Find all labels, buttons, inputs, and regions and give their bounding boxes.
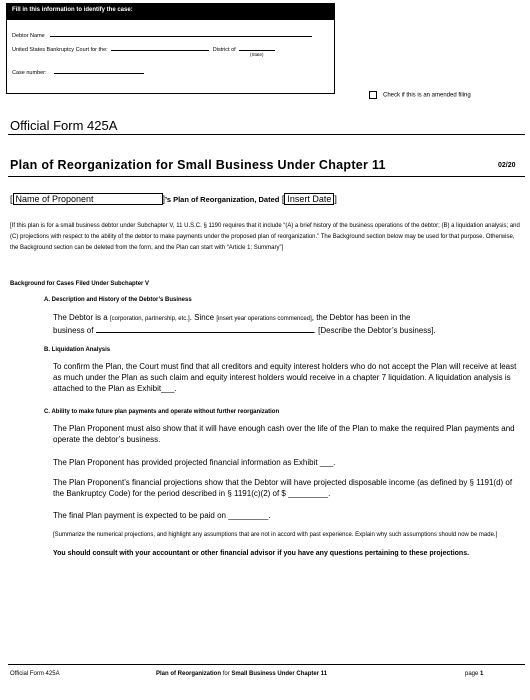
court-row [12, 45, 275, 53]
form-title: Plan of Reorganization for Small Business Under Chapter 11 [10, 158, 386, 172]
debtor-name-row [12, 31, 312, 39]
section-c-para-2: The Plan Proponent has provided projected financial information as Exhibit ___. [53, 458, 336, 467]
case-number-field[interactable] [54, 68, 144, 74]
section-c-para-1: The Plan Proponent must also show that it will have enough cash over the life of the Plan to make the required Plan payments and operate the debtor’s business. [53, 424, 515, 444]
plan-line-text: ’s Plan of Reorganization, Dated [165, 195, 280, 204]
plan-line: [ Name of Proponent ]’s Plan of Reorganization, Dated [ Insert Date ] [10, 194, 337, 204]
business-description-field[interactable] [96, 327, 314, 333]
section-c-para-4: The final Plan payment is expected to be paid on _________. [53, 511, 271, 520]
district-label: District of [212, 47, 236, 53]
amended-checkbox[interactable] [369, 91, 377, 99]
section-c-heading: C. Ability to make future plan payments and operate without further reorganization [44, 409, 280, 415]
intro-text: [If this plan is for a small business debtor under Subchapter V, 11 U.S.C. § 1190 requires that it include “(A) a brief history of the business operations of the debtor; (B) a liquidation analysis; and (C) projections with respect to the ability of the debtor to make payments under the proposed plan of reorganization.” The Background section below may be used for that purpose. Otherwise, the Background section can be deleted from the form, and the Plan can start with “Article 1: Summary”] [10, 223, 520, 251]
case-info-box [6, 3, 335, 94]
court-field[interactable] [111, 45, 209, 51]
date-field[interactable]: Insert Date [284, 193, 334, 205]
section-c-para-3: The Plan Proponent’s financial projections show that the Debtor will have projected disposable income (as defined by § 1191(d) of the Bankruptcy Code) for the period described in § 1191(c)(2) of $ _________. [53, 478, 513, 498]
proponent-field[interactable]: Name of Proponent [13, 193, 163, 205]
section-b-text: To confirm the Plan, the Court must find that all creditors and equity interest holders who do not accept the Plan will receive at least as much under the Plan as such claim and equity interest holders would receive in a chapter 7 liquidation. A liquidation analysis is attached to the Plan as Exhibit___. [53, 362, 517, 393]
debtor-name-field[interactable] [50, 31, 312, 37]
divider [8, 134, 525, 135]
case-number-row [12, 68, 144, 76]
background-heading: Background for Cases Filed Under Subchapter V [10, 281, 150, 287]
section-b-heading: B. Liquidation Analysis [44, 347, 111, 353]
form-number: Official Form 425A [10, 118, 118, 133]
district-field[interactable] [239, 45, 275, 51]
page-number: 1 [480, 671, 484, 677]
case-info-title: Fill in this information to identify the case: [7, 4, 334, 20]
section-a-heading: A. Description and History of the Debtor’s Business [44, 297, 192, 303]
form-date: 02/20 [498, 162, 516, 169]
section-c-consult: You should consult with your accountant or other financial advisor if you have any questions pertaining to these projections. [53, 550, 470, 557]
state-label: (State) [250, 52, 264, 57]
footer-page: page 1 [465, 671, 484, 677]
debtor-name-label: Debtor Name [12, 33, 45, 39]
section-c-note: [Summarize the numerical projections, and highlight any assumptions that are not in accord with past experience. Explain why such assumptions should now be made.] [53, 532, 498, 538]
amended-filing-row[interactable] [369, 91, 471, 99]
section-a-text: The Debtor is a [corporation, partnership, etc.]. Since [insert year operations commenced], the Debtor has been in the business of . [Describe the Debtor’s business]. [53, 313, 436, 335]
case-number-label: Case number: [12, 70, 47, 76]
footer-divider [8, 664, 525, 665]
footer-form-number: Official Form 425A [10, 671, 60, 677]
title-divider [8, 176, 525, 177]
footer-title: Plan of Reorganization for Small Business Under Chapter 11 [156, 671, 328, 677]
court-label: United States Bankruptcy Court for the: [12, 47, 108, 53]
amended-label: Check if this is an amended filing [383, 92, 471, 99]
